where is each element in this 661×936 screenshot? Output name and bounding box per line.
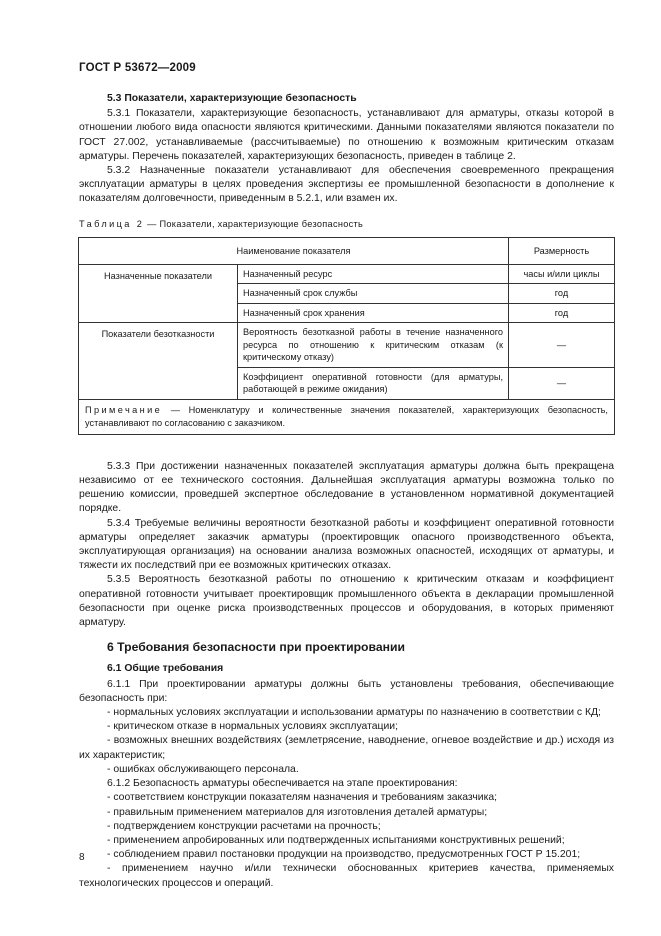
list-item: - применением научно и/или технически обоснованных критериев качества, применяемых технологических процессов и операций.	[79, 863, 614, 889]
table-note	[79, 399, 615, 434]
table-caption-label: Таблица 2	[79, 218, 145, 229]
section-heading-5-3: 5.3 Показатели, характеризующие безопасность	[107, 93, 357, 104]
indicator-name: Коэффициент оперативной готовности (для арматуры, работающей в режиме ожидания)	[238, 367, 509, 399]
column-header-unit: Размерность	[509, 237, 615, 264]
paragraph-6-1-2: 6.1.2 Безопасность арматуры обеспечивается на этапе проектирования:	[107, 778, 458, 790]
column-header-name: Наименование показателя	[79, 237, 509, 264]
list-item: - применением апробированных или подтвержденных испытаниями конструктивных решений;	[107, 834, 565, 846]
indicator-name: Вероятность безотказной работы в течение назначенного ресурса по отношению к критическим отказам (к критическому отказу)	[238, 323, 509, 368]
note-text: — Номенклатуру и количественные значения показателей, характеризующих безопасность, устанавливают по согласованию с заказчиком.	[85, 404, 608, 428]
table-header-row	[79, 237, 615, 264]
paragraph-5-3-5: 5.3.5 Вероятность безотказной работы по отношению к критическим отказам и коэффициент оперативной готовности учитывает проектировщик промышленного объекта в декларации промышленной безопасности при оценке риска производственных процессов и оборудования, в которых применяют арматуру.	[79, 574, 614, 629]
list-item: - ошибках обслуживающего персонала.	[107, 763, 299, 775]
indicator-name: Назначенный срок службы	[238, 284, 509, 304]
table-row	[79, 264, 615, 284]
table-caption-text: — Показатели, характеризующие безопасность	[144, 218, 364, 229]
page-number: 8	[79, 852, 85, 863]
indicator-unit: часы и/или циклы	[509, 264, 615, 284]
list-item: - возможных внешних воздействиях (землетрясение, наводнение, огневое воздействие и др.) исходя из их характеристик;	[79, 735, 614, 761]
list-item: - соответствием конструкции показателям назначения и требованиям заказчика;	[107, 792, 498, 804]
section-heading-6-1: 6.1 Общие требования	[107, 663, 224, 675]
indicator-unit: год	[509, 284, 615, 304]
paragraph-6-1-1: 6.1.1 При проектировании арматуры должны быть установлены требования, обеспечивающие безопасность при:	[79, 678, 614, 704]
indicator-unit: —	[509, 367, 615, 399]
section-heading-6: 6 Требования безопасности при проектировании	[107, 640, 405, 655]
table-row	[79, 323, 615, 368]
list-item: - подтверждением конструкции расчетами на прочность;	[107, 820, 381, 832]
page-body	[79, 92, 614, 891]
indicator-unit: —	[509, 323, 615, 368]
paragraph-5-3-3: 5.3.3 При достижении назначенных показателей эксплуатация арматуры должна быть прекращена независимо от ее технического состояния. Дальнейшая эксплуатация арматуры возможна только по решению комиссии, проведшей экспертное обследование в установленном нормативной документацией порядке.	[79, 460, 614, 515]
table-caption	[79, 217, 614, 231]
note-label: Примечание	[85, 404, 163, 415]
list-item: - нормальных условиях эксплуатации и использовании арматуры по назначению в соответствии с КД;	[107, 707, 601, 719]
paragraph-5-3-4: 5.3.4 Требуемые величины вероятности безотказной работы и коэффициент оперативной готовности арматуры определяет заказчик арматуры (проектировщик опасного производственного объекта, эксплуатирующая организация) на основании анализа возможных опасностей, исходящих от арматуры, и тяжести их последствий при ее возможных критических отказах.	[79, 517, 614, 572]
indicator-unit: год	[509, 303, 615, 323]
list-item: - соблюдением правил постановки продукции на производство, предусмотренных ГОСТ Р 15.201;	[107, 849, 581, 861]
indicator-name: Назначенный ресурс	[238, 264, 509, 284]
paragraph-5-3-1: 5.3.1 Показатели, характеризующие безопасность, устанавливают для арматуры, отказы которой в отношении любого вида опасности являются критическими. Данными показателями являются показатели по ГОСТ 27.002, устанавливаемые (рассчитываемые) по отношению к возможным критическим отказам арматуры. Перечень показателей, характеризующих безопасность, приведен в таблице 2.	[79, 108, 614, 162]
document-designation: ГОСТ Р 53672—2009	[79, 62, 196, 74]
list-item: - правильным применением материалов для изготовления деталей арматуры;	[107, 806, 488, 818]
paragraph-5-3-2: 5.3.2 Назначенные показатели устанавливают для обеспечения своевременного прекращения эксплуатации арматуры в целях проведения экспертизы ее промышленной безопасности в дополнение к показателям долговечности, приведенным в 5.2.1, или взамен их.	[79, 165, 614, 205]
safety-indicators-table	[78, 237, 615, 435]
group-label-reliability: Показатели безотказности	[79, 323, 238, 400]
indicator-name: Назначенный срок хранения	[238, 303, 509, 323]
group-label-assigned: Назначенные показатели	[79, 264, 238, 323]
table-note-row	[79, 399, 615, 434]
list-item: - критическом отказе в нормальных условиях эксплуатации;	[107, 721, 398, 733]
